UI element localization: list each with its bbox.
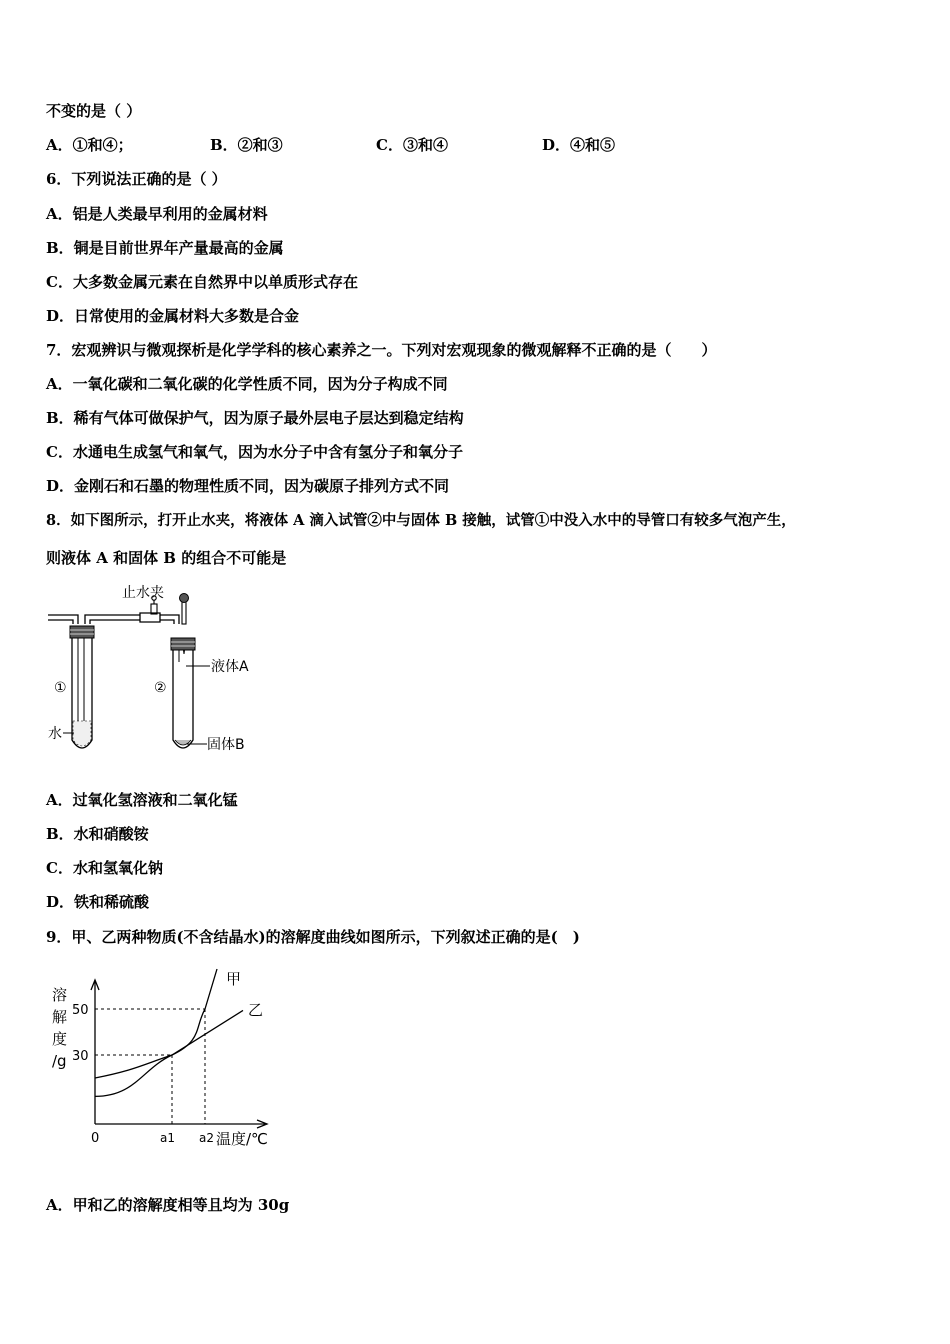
q5-option-a: A．①和④；	[46, 136, 133, 154]
q6-option-c: C．大多数金属元素在自然界中以单质形式存在	[46, 273, 358, 291]
q7-option-c: C．水通电生成氢气和氧气，因为水分子中含有氢分子和氧分子	[46, 443, 463, 461]
liquid-a-label: 液体A	[211, 659, 249, 675]
q7-option-b: B．稀有气体可做保护气，因为原子最外层电子层达到稳定结构	[46, 409, 464, 427]
q5-option-c: C．③和④	[376, 136, 448, 154]
q9-option-a: A．甲和乙的溶解度相等且均为 30g	[46, 1196, 290, 1214]
curve-jia	[95, 969, 217, 1096]
x-tick-a2: a2	[199, 1131, 214, 1145]
q5-option-d: D．④和⑤	[542, 136, 616, 154]
curve-yi	[95, 1010, 243, 1078]
q5-option-b: B．②和③	[210, 136, 283, 154]
q8-option-a: A．过氧化氢溶液和二氧化锰	[46, 791, 238, 809]
tube-2-label: ②	[154, 680, 167, 696]
q8-stem-line2: 则液体 A 和固体 B 的组合不可能是	[46, 549, 287, 567]
y-label-char-1: 溶	[52, 986, 68, 1004]
q8-option-d: D．铁和稀硫酸	[46, 893, 150, 911]
x-origin-label: 0	[91, 1131, 100, 1146]
q8-stem-line1: 8．如下图所示，打开止水夹，将液体 A 滴入试管②中与固体 B 接触，试管①中没入水中的导管口有较多气泡产生，	[46, 512, 796, 529]
curve-label-yi: 乙	[248, 1001, 264, 1019]
q9-stem: 9．甲、乙两种物质(不含结晶水)的溶解度曲线如图所示，下列叙述正确的是( )	[46, 928, 580, 946]
solid-b-label: 固体B	[207, 737, 245, 753]
y-tick-50: 50	[72, 1003, 89, 1018]
solubility-chart	[40, 960, 290, 1156]
q7-option-a: A．一氧化碳和二氧化碳的化学性质不同，因为分子构成不同	[46, 375, 448, 393]
q7-option-d: D．金刚石和石墨的物理性质不同，因为碳原子排列方式不同	[46, 477, 450, 495]
y-label-char-2: 解	[52, 1008, 68, 1026]
y-tick-30: 30	[72, 1049, 89, 1064]
test-tube-2	[171, 638, 195, 748]
y-label-char-4: /g	[52, 1052, 67, 1070]
q6-option-b: B．铜是目前世界年产量最高的金属	[46, 239, 284, 257]
curve-label-jia: 甲	[226, 970, 242, 988]
tube-1-label: ①	[54, 680, 67, 696]
connecting-tube	[48, 613, 179, 624]
x-axis-label: 温度/℃	[216, 1130, 268, 1148]
apparatus-diagram	[40, 578, 270, 762]
q6-option-a: A．铝是人类最早利用的金属材料	[46, 205, 268, 223]
q5-options	[46, 135, 926, 155]
q8-option-c: C．水和氢氧化钠	[46, 859, 163, 877]
clamp-label: 止水夹	[122, 585, 164, 601]
x-tick-a1: a1	[160, 1131, 175, 1145]
q7-stem: 7．宏观辨识与微观探析是化学学科的核心素养之一。下列对宏观现象的微观解释不正确的是（ ）	[46, 341, 717, 359]
test-tube-1	[70, 626, 94, 748]
q6-stem: 6．下列说法正确的是（ ）	[46, 170, 227, 188]
q5-stem-tail: 不变的是（ ）	[46, 102, 142, 120]
y-label-char-3: 度	[52, 1030, 68, 1048]
water-label: 水	[48, 726, 62, 742]
q6-option-d: D．日常使用的金属材料大多数是合金	[46, 307, 300, 325]
q8-option-b: B．水和硝酸铵	[46, 825, 149, 843]
